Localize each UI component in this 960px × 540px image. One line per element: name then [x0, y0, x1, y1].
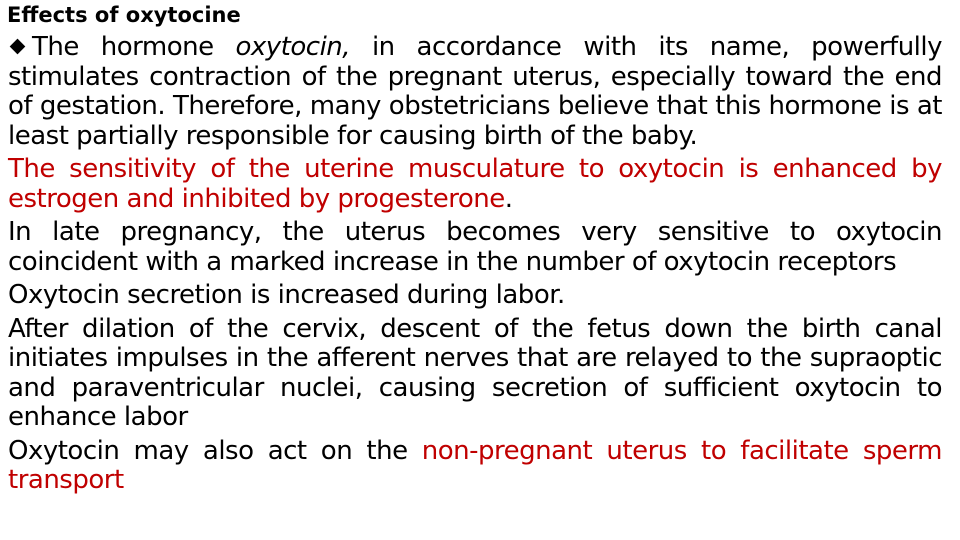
paragraph-6-lead: Oxytocin may also act on the	[8, 435, 422, 466]
diamond-bullet-icon	[10, 38, 26, 54]
paragraph-non-pregnant-uterus	[8, 437, 942, 496]
paragraph-1-rest: in accordance with its name, powerfully stimulates contraction of the pregnant uterus, especially toward the end of gestation. Therefore, many obstetricians believe that this hormone is at least partially responsible for causing birth of the baby.	[8, 32, 942, 151]
paragraph-labor-secretion: Oxytocin secretion is increased during labor.	[8, 280, 565, 310]
paragraph-late-pregnancy: In late pregnancy, the uterus becomes very sensitive to oxytocin coincident with a marked increase in the number of oxytocin receptors	[8, 217, 942, 277]
paragraph-sensitivity	[8, 155, 942, 214]
paragraph-1-italic-term: oxytocin,	[235, 32, 351, 62]
slide-body	[8, 33, 942, 500]
paragraph-hormone-function	[8, 33, 942, 151]
paragraph-6-highlight: non-pregnant uterus to facilitate sperm transport	[8, 435, 942, 495]
paragraph-2-rest: .	[504, 183, 513, 214]
paragraph-2-highlight: The sensitivity of the uterine musculature to oxytocin is enhanced by estrogen and inhibited by progesterone	[8, 154, 942, 214]
paragraph-1-lead: The hormone	[32, 32, 236, 62]
slide-title: Effects of oxytocine	[7, 3, 241, 27]
paragraph-cervix-dilation: After dilation of the cervix, descent of the fetus down the birth canal initiates impulses in the afferent nerves that are relayed to the supraoptic and paraventricular nuclei, causing secretion of sufficient oxytocin to enhance labor	[8, 313, 942, 432]
